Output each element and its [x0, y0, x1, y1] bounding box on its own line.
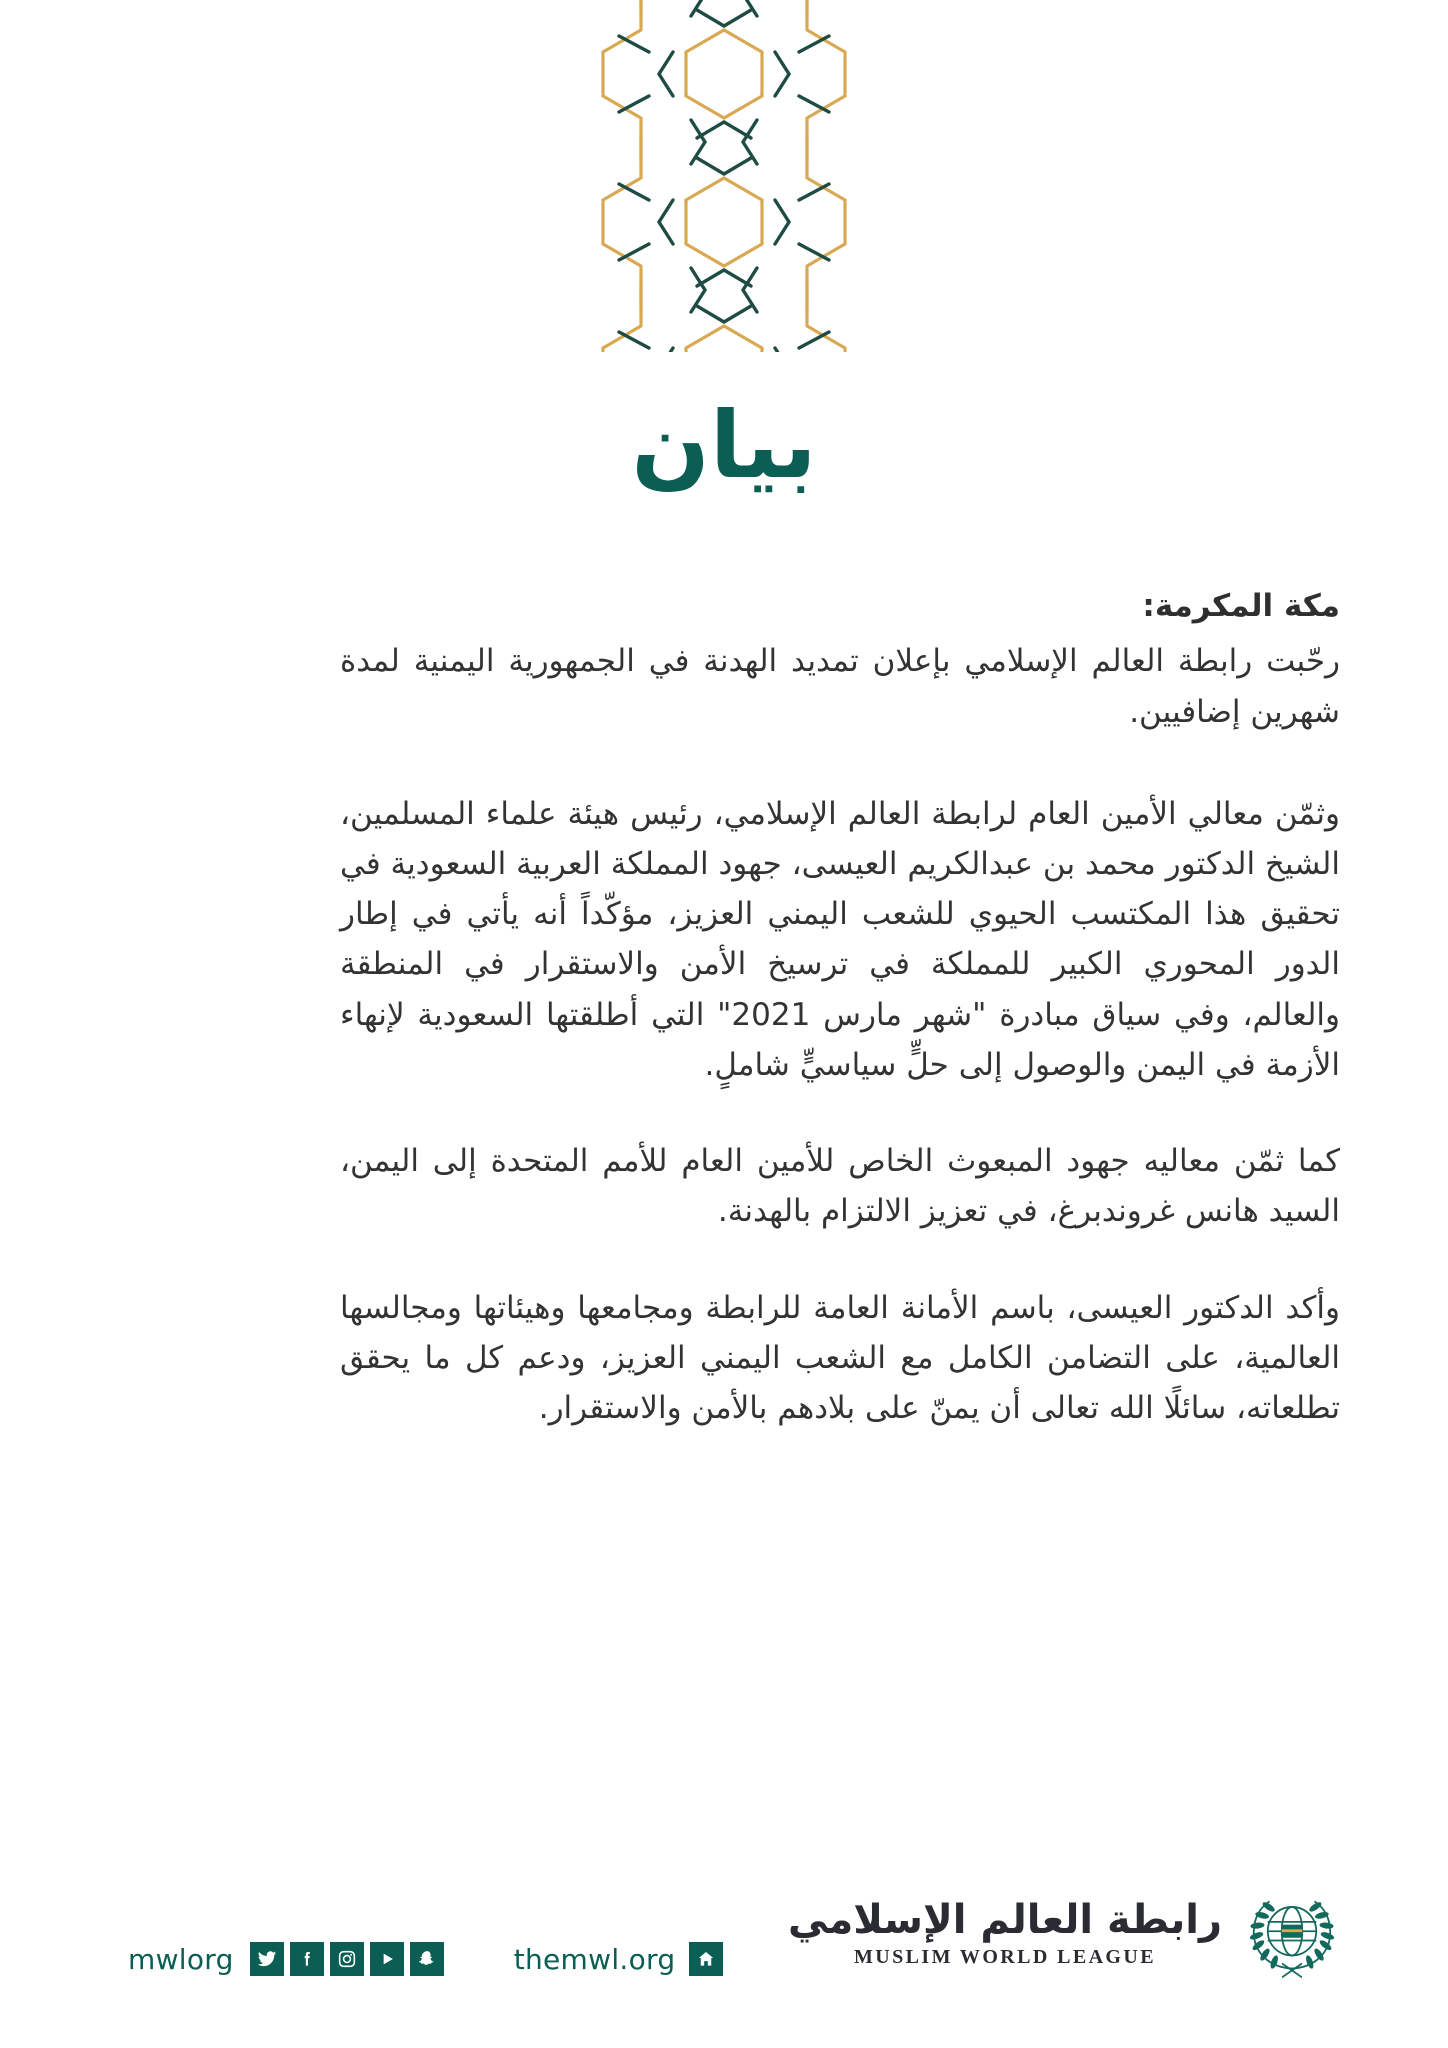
twitter-icon[interactable] — [250, 1942, 284, 1976]
footer-social-group — [128, 1942, 723, 1976]
lead-paragraph: رحّبت رابطة العالم الإسلامي بإعلان تمديد الهدنة في الجمهورية اليمنية لمدة شهرين إضافيين. — [340, 643, 1340, 730]
paragraph-1: وثمّن معالي الأمين العام لرابطة العالم الإسلامي، رئيس هيئة علماء المسلمين، الشيخ الدكتور محمد بن عبدالكريم العيسى، جهود المملكة العربية السعودية في تحقيق هذا المكتسب الحيوي للشعب اليمني العزيز، مؤكّداً أنه يأتي في إطار الدور المحوري الكبير للمملكة في ترسيخ الأمن والاستقرار في المنطقة والعالم، وفي سياق مبادرة "شهر مارس 2021" التي أطلقتها السعودية لإنهاء الأزمة في اليمن والوصول إلى حلٍّ سياسيٍّ شاملٍ. — [340, 795, 1341, 1083]
home-icon[interactable] — [689, 1942, 723, 1976]
snapchat-icon[interactable] — [410, 1942, 444, 1976]
paragraph-2: كما ثمّن معاليه جهود المبعوث الخاص للأمين العام للأمم المتحدة إلى اليمن، السيد هانس غروندبرغ، في تعزيز الالتزام بالهدنة. — [340, 1143, 1340, 1230]
page-title: بيان — [631, 392, 817, 499]
paragraph-3: وأكد الدكتور العيسى، باسم الأمانة العامة للرابطة ومجامعها وهيئاتها ومجالسها العالمية، على التضامن الكامل مع الشعب اليمني العزيز، ودعم كل ما يحقق تطلعاته، سائلًا الله تعالى أن يمنّ على بلادهم بالأمن والاستقرار. — [340, 1289, 1340, 1427]
social-handle: mwlorg — [128, 1942, 234, 1976]
mwl-arabic-name: رابطة العالم الإسلامي — [788, 1896, 1222, 1943]
globe-wreath-svg — [1236, 1878, 1348, 1990]
statement-body — [340, 585, 1340, 1433]
mwl-logo-lockup — [788, 1878, 1348, 1990]
mwl-wordmark — [788, 1896, 1222, 1969]
website-group — [514, 1942, 724, 1976]
mwl-latin-name: MUSLIM WORLD LEAGUE — [854, 1945, 1156, 1968]
facebook-icon[interactable] — [290, 1942, 324, 1976]
instagram-icon[interactable] — [330, 1942, 364, 1976]
page-title-container — [0, 392, 1448, 499]
youtube-icon[interactable] — [370, 1942, 404, 1976]
social-icon-row — [250, 1942, 444, 1976]
dateline-city: مكة المكرمة: — [1142, 588, 1340, 624]
ornament-svg — [599, 0, 849, 352]
mwl-globe-emblem — [1236, 1878, 1348, 1990]
page-footer — [0, 1818, 1448, 2048]
top-ornament-pattern — [599, 0, 849, 352]
website-url: themwl.org — [513, 1942, 676, 1976]
